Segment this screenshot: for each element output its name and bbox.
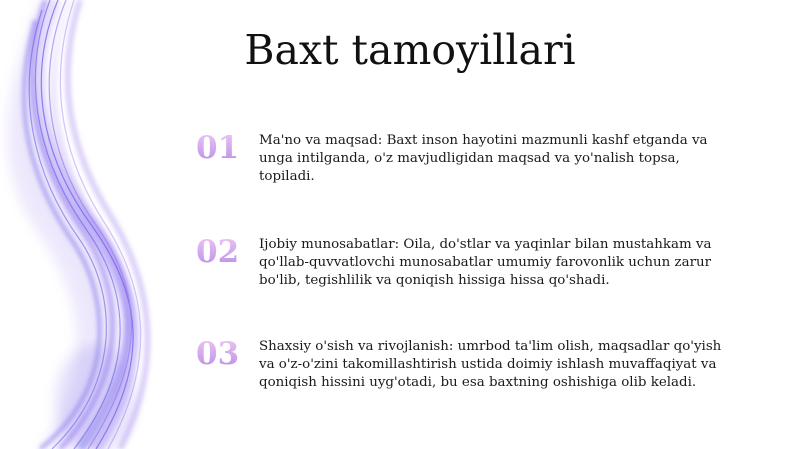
slide-title: Baxt tamoyillari — [244, 26, 576, 74]
principle-number-2: 02 — [196, 234, 246, 270]
principle-text-1: Ma'no va maqsad: Baxt inson hayotini mazmunli kashf etganda va unga intilganda, o'z mavjudligidan maqsad va yo'nalish topsa, topiladi. — [259, 133, 708, 184]
principle-number-1: 01 — [196, 130, 246, 166]
principle-text-3: Shaxsiy o'sish va rivojlanish: umrbod ta'lim olish, maqsadlar qo'yish va o'z-o'zini takomillashtirish ustida doimiy ishlash muvaffaqiyat va qoniqish hissini uyg'otadi, bu esa baxtning oshishiga olib keladi. — [259, 339, 722, 390]
principle-number-3: 03 — [196, 336, 246, 372]
principle-text-2: Ijobiy munosabatlar: Oila, do'stlar va yaqinlar bilan mustahkam va qo'llab-quvvatlovchi munosabatlar umumiy farovonlik uchun zarur bo'lib, tegishlilik va qoniqish hissiga hissa qo'shadi. — [259, 237, 712, 288]
